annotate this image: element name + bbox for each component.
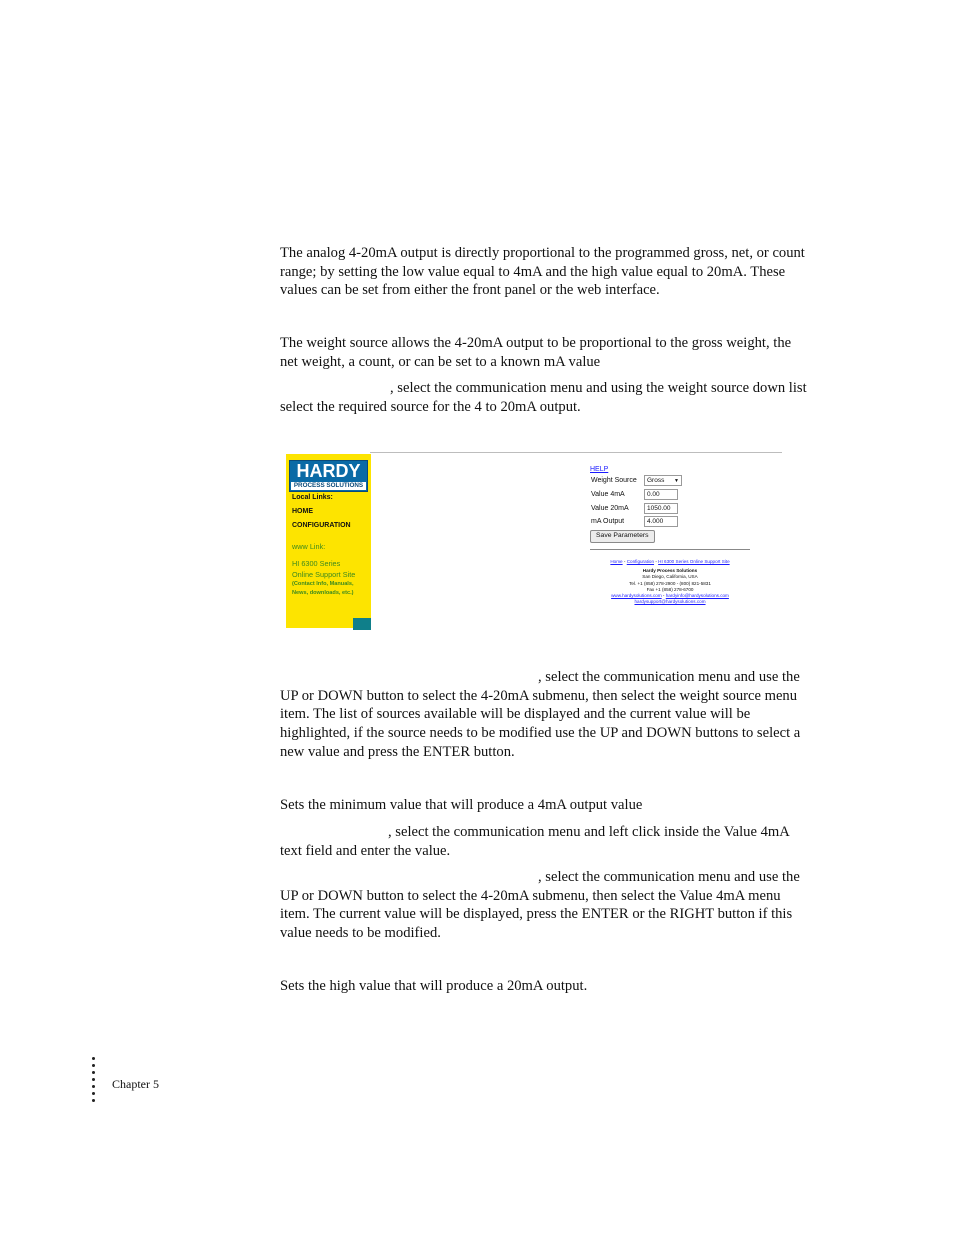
web-interface-screenshot xyxy=(286,452,782,628)
help-link[interactable]: HELP xyxy=(590,466,609,473)
www-link-label: www Link: xyxy=(292,542,326,551)
support-site-link-line2[interactable]: Online Support Site xyxy=(292,570,356,579)
value4-label: Value 4mA xyxy=(591,491,625,498)
form-divider xyxy=(590,549,750,550)
sidebar-item-home[interactable]: HOME xyxy=(292,508,313,515)
margin-dots xyxy=(92,1057,98,1106)
weight-source-row xyxy=(590,475,700,487)
web-source-text: , select the communication menu and using the weight source down list select the required source for the 4 to 20mA output. xyxy=(280,380,807,415)
value20-description: Sets the high value that will produce a 20mA output. xyxy=(280,978,588,994)
hardy-logo xyxy=(289,460,368,492)
save-parameters-button[interactable]: Save Parameters xyxy=(590,530,655,543)
weight-source-label: Weight Source xyxy=(591,477,637,484)
support-site-link-line1[interactable]: HI 6300 Series xyxy=(292,559,341,568)
ma-output-input[interactable]: 4.000 xyxy=(644,516,678,527)
logo-main-text: HARDY xyxy=(296,461,361,481)
support-note-line2: News, downloads, etc.) xyxy=(292,590,354,596)
weight-source-value: Gross xyxy=(647,477,665,484)
local-links-label: Local Links: xyxy=(292,494,333,501)
web-source-paragraph xyxy=(280,379,812,416)
footer-link-configuration[interactable]: Configuration xyxy=(626,559,655,564)
teal-corner-block xyxy=(353,618,371,630)
sidebar xyxy=(286,454,371,628)
panel-source-text: , select the communication menu and use the UP or DOWN button to select the 4-20mA submenu, then select the weight source menu item. The list of sources available will be displayed and the current value will be highlighted, if the source needs to be modified use the UP and DOWN buttons to select a new value and press the ENTER button. xyxy=(280,669,801,760)
sidebar-item-configuration[interactable]: CONFIGURATION xyxy=(292,522,351,529)
footer-link-home[interactable]: Home xyxy=(610,559,623,564)
ma-output-row xyxy=(590,516,700,528)
value4-description: Sets the minimum value that will produce a 4mA output value xyxy=(280,797,643,813)
footer-fax: Fax +1 (858) 278-6700 xyxy=(646,586,694,592)
footer-link-email-info[interactable]: hardyinfo@hardysolutions.com xyxy=(665,593,729,599)
value4-panel-paragraph xyxy=(280,868,812,943)
chapter-label: Chapter 5 xyxy=(112,1077,159,1091)
value4-web-text: , select the communication menu and left click inside the Value 4mA text field and enter the value. xyxy=(280,824,789,859)
web-footer xyxy=(590,559,750,605)
footer-city: San Diego, California, USA xyxy=(642,574,698,580)
ma-output-label: mA Output xyxy=(591,518,625,525)
value4-web-paragraph xyxy=(280,823,812,860)
value20-input[interactable]: 1050.00 xyxy=(644,503,678,514)
weight-source-paragraph: The weight source allows the 4-20mA output to be proportional to the gross weight, the net weight, a count, or can be set to a known mA value xyxy=(280,335,792,370)
value20-label: Value 20mA xyxy=(591,505,629,512)
value20-row xyxy=(590,503,700,515)
intro-paragraph: The analog 4-20mA output is directly proportional to the programmed gross, net, or count range; by setting the low value equal to 4mA and the high value equal to 20mA. These values can be set from either the front panel or the web interface. xyxy=(280,245,805,299)
logo-sub-text: PROCESS SOLUTIONS xyxy=(291,482,366,490)
weight-source-select[interactable] xyxy=(644,475,682,486)
support-note-line1: (Contact Info, Manuals, xyxy=(292,581,354,587)
value4-input[interactable]: 0.00 xyxy=(644,489,678,500)
footer-link-support[interactable]: HI 6300 Series Online Support Site xyxy=(658,559,730,564)
footer-tel: Tel. +1 (858) 278-2900 - (800) 821-5831 xyxy=(629,580,711,586)
footer-link-web[interactable]: www.hardysolutions.com xyxy=(611,593,662,599)
footer-links: Home - Configuration - HI 6300 Series Online Support Site xyxy=(610,559,730,564)
chevron-down-icon: ▼ xyxy=(674,478,679,484)
footer-company: Hardy Process Solutions xyxy=(642,568,698,574)
value4-row xyxy=(590,489,700,501)
panel-source-paragraph xyxy=(280,668,812,762)
footer-link-email-support[interactable]: hardysupport@hardysolutions.com xyxy=(634,599,706,605)
footer-web-email: www.hardysolutions.com - hardyinfo@hardysolutions.com xyxy=(611,593,729,599)
value4-panel-text: , select the communication menu and use the UP or DOWN button to select the 4-20mA submenu, then select the Value 4mA menu item. The current value will be displayed, press the ENTER or the RIGHT button if this value needs to be modified. xyxy=(280,869,800,942)
figure-top-rule xyxy=(370,452,782,453)
